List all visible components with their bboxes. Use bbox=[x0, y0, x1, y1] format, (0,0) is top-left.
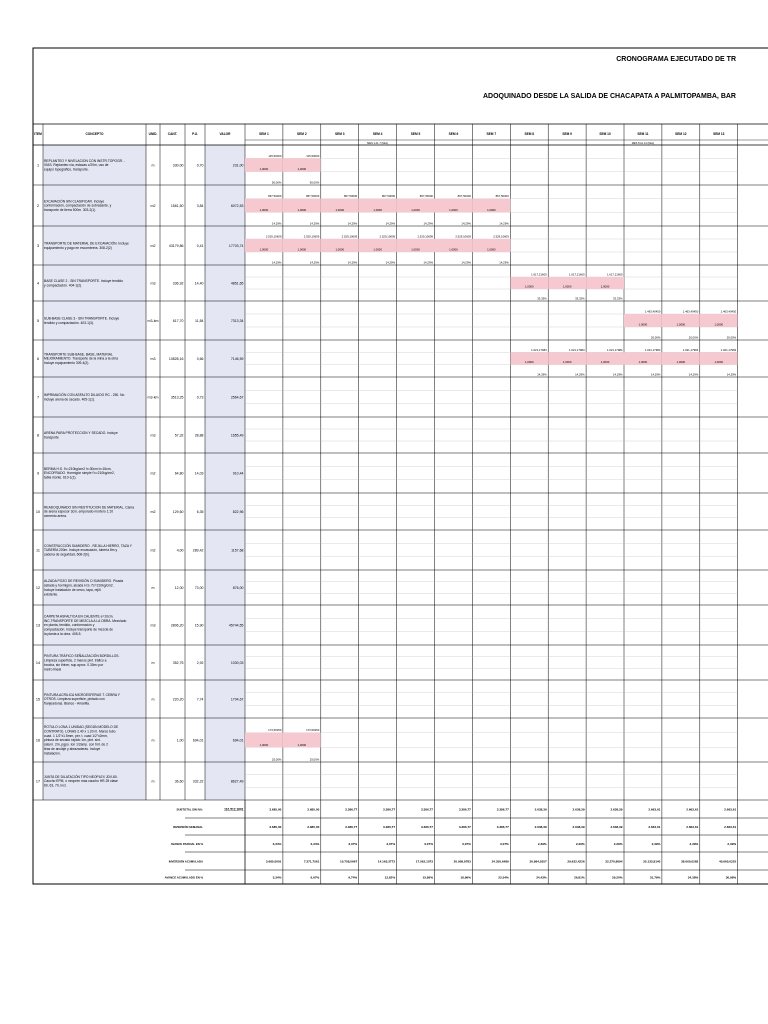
qty-text: 3513,25 bbox=[170, 395, 184, 400]
value-text: 45744,55 bbox=[228, 623, 244, 628]
cell-factor: 1,0000 bbox=[562, 284, 572, 289]
cell-factor: 1,0000 bbox=[297, 247, 307, 252]
value-text: 4851,65 bbox=[230, 281, 244, 286]
summary-value: 3.386,77 bbox=[383, 824, 396, 829]
summary-value: 3,07% bbox=[424, 841, 433, 846]
header-week: SEM 6 bbox=[448, 132, 459, 136]
cell-factor: 1,0000 bbox=[714, 322, 724, 327]
summary-total: 110,512,1601 bbox=[224, 807, 244, 812]
cell-factor: 1,0000 bbox=[259, 167, 269, 172]
cell-percent: 14,29% bbox=[385, 260, 396, 265]
summary-value: 2,39% bbox=[689, 841, 699, 846]
pu-text: 11,84 bbox=[195, 319, 204, 323]
header-item: ITEM bbox=[34, 132, 42, 136]
cell-percent: 14,29% bbox=[423, 221, 433, 226]
concept-text: IMPRIMACIÓN CON ASFALTO DILUIDO RC - 250. No incluye arena de secado. 405-1(1). bbox=[44, 393, 125, 402]
value-text: 694,01 bbox=[232, 738, 244, 743]
pu-text: 14,40 bbox=[194, 281, 204, 286]
cell-factor: 1,0000 bbox=[411, 207, 420, 212]
cell-amount: 1.021,17984 bbox=[682, 347, 699, 352]
cell-amount: 2.529,10609 bbox=[379, 234, 396, 239]
concept-text: SUB-BASE CLASE 3 - SIN TRANSPORTE. Incluye tendido y compactación. 403-1(3). bbox=[44, 316, 120, 325]
pu-text: 0,41 bbox=[196, 244, 204, 248]
summary-label: AVANCE ACUMULADO EN % bbox=[164, 875, 203, 880]
summary-value: 3.386,77 bbox=[420, 824, 433, 829]
summary-value: 12,82% bbox=[384, 875, 396, 880]
cell-factor: 1,0000 bbox=[449, 207, 458, 212]
sheet-subtitle: ADOQUINADO DESDE LA SALIDA DE CHACAPATA A PALMITOPAMBA, BAR bbox=[482, 93, 736, 100]
cell-factor: 1,0000 bbox=[524, 360, 534, 365]
unit-text: m3 bbox=[150, 433, 156, 438]
summary-value: 26,81% bbox=[574, 875, 585, 880]
summary-value: 15,89% bbox=[422, 875, 433, 880]
concept-text: EXCAVACIÓN SIN CLASIFICAR. Incluye conformación, compactación de subrasante, y transporte de tierra 500m. 303-2(1) bbox=[44, 199, 112, 213]
qty-text: 352,75 bbox=[172, 661, 184, 665]
pu-text: 3,84 bbox=[196, 204, 204, 208]
summary-value: 2.663,61 bbox=[686, 824, 699, 829]
cell-percent: 20,00% bbox=[726, 335, 737, 340]
item-number: 10 bbox=[35, 510, 41, 514]
unit-text: m2 bbox=[150, 244, 156, 248]
summary-value: 32.270,8094 bbox=[605, 859, 623, 864]
cell-amount: 1.021,17984 bbox=[569, 347, 585, 352]
summary-value: 2.663,61 bbox=[648, 824, 661, 829]
summary-value: 35.133,8140 bbox=[643, 859, 661, 864]
summary-value: 2.638,39 bbox=[572, 824, 585, 829]
summary-value: 9,74% bbox=[348, 875, 358, 880]
summary-value: 2,39% bbox=[727, 841, 737, 846]
summary-value: 29,20% bbox=[612, 875, 623, 880]
cell-percent: 14,29% bbox=[461, 221, 471, 226]
summary-value: 40.665,0225 bbox=[718, 859, 737, 864]
qty-text: 4,00 bbox=[176, 548, 184, 553]
unit-text: m bbox=[151, 661, 155, 665]
cell-factor: 1,0000 bbox=[259, 207, 269, 212]
qty-text: 330,00 bbox=[172, 163, 184, 168]
cell-percent: 14,29% bbox=[650, 372, 661, 377]
unit-text: m bbox=[151, 586, 155, 590]
cell-factor: 1,0000 bbox=[524, 284, 534, 289]
item-number: 16 bbox=[35, 738, 41, 743]
summary-value: 31,79% bbox=[649, 875, 661, 880]
header-week: SEM 9 bbox=[562, 132, 572, 136]
cell-factor: 1,0000 bbox=[714, 360, 724, 365]
cell-amount: 173,50250 bbox=[268, 728, 282, 733]
pu-text: 2,92 bbox=[196, 661, 204, 665]
cell-percent: 33,33% bbox=[575, 296, 585, 301]
value-text: 7313,34 bbox=[230, 319, 244, 323]
cell-factor: 1,0000 bbox=[449, 247, 458, 252]
pu-text: 0,70 bbox=[196, 163, 204, 168]
cell-amount: 173,50250 bbox=[306, 728, 320, 733]
item-number: 11 bbox=[36, 548, 40, 553]
summary-value: 38.060,0283 bbox=[681, 859, 699, 864]
item-number: 2 bbox=[36, 204, 40, 208]
cell-factor: 1,0000 bbox=[259, 742, 269, 747]
cell-amount: 867,50000 bbox=[419, 194, 433, 199]
cell-percent: 14,29% bbox=[688, 372, 699, 377]
cell-factor: 1,0000 bbox=[373, 247, 382, 252]
cell-amount: 1.463,40450 bbox=[682, 309, 699, 314]
cell-percent: 14,29% bbox=[271, 260, 282, 265]
item-number: 13 bbox=[35, 623, 41, 628]
summary-value: 3.386,77 bbox=[458, 824, 471, 829]
item-number: 1 bbox=[36, 163, 40, 168]
pu-text: 0,73 bbox=[196, 395, 204, 400]
summary-value: 3.386,77 bbox=[420, 807, 433, 812]
summary-value: 36,98% bbox=[725, 875, 737, 880]
cell-percent: 25,00% bbox=[271, 757, 282, 762]
summary-value: 26.984,0357 bbox=[529, 859, 547, 864]
cell-factor: 1,0000 bbox=[373, 207, 382, 212]
item-number: 17 bbox=[35, 779, 41, 784]
concept-text: READOQUINADO SIN RESTITUCION DE MATERIAL. Cama de arena espesor 3cm, emporado mortero 1:10 cemento arena. bbox=[44, 505, 135, 519]
summary-value: 2.638,39 bbox=[534, 824, 547, 829]
unit-text: m2 bbox=[150, 471, 156, 476]
summary-value: 7.371,7561 bbox=[303, 859, 320, 864]
header-week: SEM 5 bbox=[410, 132, 421, 136]
summary-value: 6,67% bbox=[310, 875, 320, 880]
item-number: 7 bbox=[36, 395, 40, 400]
cell-amount: 1.463,40450 bbox=[720, 309, 737, 314]
cell-percent: 14,29% bbox=[726, 372, 737, 377]
unit-text: m2 bbox=[150, 510, 156, 514]
summary-value: 2.638,39 bbox=[610, 824, 623, 829]
summary-value: 2.663,61 bbox=[724, 824, 737, 829]
summary-value: 3,34% bbox=[272, 875, 282, 880]
unit-text: m3 bbox=[150, 281, 156, 286]
cell-percent: 14,29% bbox=[309, 221, 320, 226]
cell-amount: 2.529,10609 bbox=[455, 234, 471, 239]
cell-amount: 1.021,17984 bbox=[720, 347, 737, 352]
value-text: 1704,67 bbox=[230, 697, 244, 702]
summary-value: 3,34% bbox=[272, 841, 282, 846]
cell-percent: 25,00% bbox=[309, 757, 320, 762]
header-week: SEM 1 bbox=[259, 132, 269, 136]
value-text: 7146,59 bbox=[230, 357, 244, 361]
value-text: 910,44 bbox=[232, 471, 244, 476]
summary-label: INVERSIÓN ACUMULADA bbox=[168, 859, 203, 864]
header-week: SEM 8 bbox=[524, 132, 535, 136]
concept-text: CONSTRUCCIÓN SUMIDERO - REJILLA HIERRO, TAZA Y TUBERÍA 200m. Incluye excavación, tubería 8m y cadena de seguridad, 608-2(h). bbox=[44, 543, 132, 557]
cell-amount: 867,50000 bbox=[495, 194, 509, 199]
cell-factor: 1,0000 bbox=[297, 207, 307, 212]
summary-value: 2.638,39 bbox=[572, 807, 585, 812]
cell-factor: 1,0000 bbox=[638, 322, 648, 327]
summary-value: 17.562,1073 bbox=[415, 859, 433, 864]
qty-text: 57,32 bbox=[174, 433, 184, 438]
summary-value: 2,39% bbox=[613, 841, 623, 846]
qty-text: 1561,50 bbox=[170, 204, 184, 208]
summary-value: 14.163,3772 bbox=[377, 859, 396, 864]
cell-factor: 1,0000 bbox=[335, 207, 345, 212]
summary-label: SUBTOTAL SIN IVA: bbox=[176, 807, 203, 812]
cell-percent: 14,29% bbox=[461, 260, 471, 265]
concept-text: REPLANTEO Y NIVELACION CON INSTR.TOPOGR. -VÍAS. Replanteo vía, estacas c/20m, uso de equipo topográfico, transporte. bbox=[44, 158, 125, 172]
cell-amount: 1.021,17984 bbox=[606, 347, 623, 352]
summary-value: 2.663,61 bbox=[648, 807, 661, 812]
cell-amount: 867,50000 bbox=[268, 194, 282, 199]
sheet-title: CRONOGRAMA EJECUTADO DE TR bbox=[616, 56, 736, 63]
concept-text: ALZADA POZO DE REVISIÓN O SUMIDERO. Picada sellada y hormigón, alzada H.S. f'c=210kg/cm2. Incluye instalación de cerco, tapa, rejill. existente. bbox=[44, 579, 124, 597]
qty-text: 2806,20 bbox=[170, 623, 184, 628]
unit-text: m3 bbox=[150, 623, 156, 628]
item-number: 12 bbox=[35, 586, 41, 590]
summary-value: 3,07% bbox=[348, 841, 358, 846]
pu-text: 332,22 bbox=[192, 779, 204, 784]
qty-text: 43179,86 bbox=[168, 244, 184, 248]
pu-text: 289,42 bbox=[192, 548, 204, 553]
qty-text: 336,92 bbox=[172, 281, 184, 286]
pu-text: 7,74 bbox=[196, 697, 204, 702]
summary-value: 2,39% bbox=[575, 841, 585, 846]
header-value: VALOR bbox=[219, 132, 231, 136]
concept-text: PINTURA ACRILICA MICROESFERAS T. CEBRA Y OTROS. Limpieza superficie, pintado con franjeadoras. Blanco - Amarilla. bbox=[44, 692, 120, 706]
qty-text: 220,20 bbox=[172, 697, 184, 702]
cell-percent: 14,29% bbox=[309, 260, 320, 265]
summary-value: 3.386,77 bbox=[345, 807, 358, 812]
qty-text: 12,00 bbox=[174, 586, 184, 590]
unit-text: m2 bbox=[150, 548, 156, 553]
cell-percent: 14,29% bbox=[271, 221, 282, 226]
cell-amount: 1.021,17984 bbox=[644, 347, 661, 352]
cell-factor: 1,0000 bbox=[297, 167, 307, 172]
summary-value: 3.386,77 bbox=[496, 807, 509, 812]
summary-value: 3,07% bbox=[386, 841, 396, 846]
summary-value: 3,34% bbox=[310, 841, 320, 846]
concept-text: ROTULO LONA 1 UNIDAD (SEGÚN MODELO DE CONTRATO). LONAS 2.40 x 1.20 m. Marco tubo cuad. 1 1/2"x1.5mm, per. t. cuad 1/2"x2mm, pintura de secado rápido 1m, pint. sint. saturn. 2m, pgpo. Ion 1/2amp. con tmt. de 2 tiras de anclaje y abrazaderas. Incluye instalación. bbox=[44, 725, 119, 756]
cell-amount: 1.463,40450 bbox=[644, 309, 661, 314]
header-pu: P.U. bbox=[192, 132, 198, 136]
concept-text: BERMA H.S. f'c=210kg/cm2 h=30cm b=15cm, ENCOFRADO. Hormigón simple f'c=210kg/cm2, tabla monte. 610-1(1). bbox=[44, 466, 115, 480]
value-text: 6072,53 bbox=[230, 204, 244, 208]
cell-amount: 867,50000 bbox=[343, 194, 358, 199]
header-week: SEM 10 bbox=[599, 132, 611, 136]
concept-text: ARENA PARA PROTECCION Y SECADO. Incluye transporte bbox=[44, 431, 118, 440]
summary-value: 3.685,00 bbox=[307, 807, 320, 812]
pu-text: 6,35 bbox=[196, 510, 204, 514]
value-text: 876,00 bbox=[232, 586, 244, 590]
cell-percent: 20,00% bbox=[650, 335, 661, 340]
cell-factor: 1,0000 bbox=[259, 247, 269, 252]
cell-percent: 14,29% bbox=[613, 372, 623, 377]
value-text: 2564,67 bbox=[230, 395, 244, 400]
cell-percent: 14,29% bbox=[575, 372, 585, 377]
cell-percent: 14,29% bbox=[347, 221, 358, 226]
summary-value: 3.386,77 bbox=[458, 807, 471, 812]
header-unit: UNID. bbox=[148, 132, 158, 136]
value-text: 231,00 bbox=[232, 163, 244, 168]
summary-value: 2.663,61 bbox=[724, 807, 737, 812]
item-number: 8 bbox=[36, 433, 40, 438]
summary-value: 10.758,5667 bbox=[339, 859, 358, 864]
value-text: 8627,49 bbox=[230, 779, 244, 784]
header-week: SEM 7 bbox=[486, 132, 497, 136]
cell-amount: 1.021,17984 bbox=[531, 347, 547, 352]
cell-amount: 2.529,10609 bbox=[341, 234, 358, 239]
summary-value: 2.638,39 bbox=[534, 807, 547, 812]
concept-text: TRANSPORTE DE MATERIAL DE EXCAVACIÓN. Incluye equipamiento y pago en escombrera. 308-2(2) bbox=[44, 241, 129, 250]
cell-factor: 1,0000 bbox=[487, 207, 496, 212]
summary-value: 3.386,77 bbox=[345, 824, 358, 829]
summary-value: 3.685,00 bbox=[269, 824, 282, 829]
cell-amount: 867,50000 bbox=[381, 194, 396, 199]
header-week: SEM 3 bbox=[334, 132, 345, 136]
pu-text: 28,88 bbox=[194, 433, 204, 438]
cell-factor: 1,0000 bbox=[562, 360, 572, 365]
cell-percent: 14,29% bbox=[385, 221, 396, 226]
summary-value: 20.958,8783 bbox=[453, 859, 471, 864]
cell-amount: 1.617,21600 bbox=[606, 272, 623, 277]
unit-text: m bbox=[151, 163, 155, 168]
value-text: 17703,74 bbox=[228, 244, 244, 248]
header-week: SEM 2 bbox=[297, 132, 307, 136]
cell-amount: 115,50000 bbox=[306, 153, 320, 158]
concept-text: BASE CLASE 2 - SIN TRANSPORTE. Incluye tendido y compactación. 404-1(2). bbox=[44, 279, 124, 288]
summary-value: 2,39% bbox=[537, 841, 547, 846]
summary-value: 3.685,00 bbox=[307, 824, 320, 829]
cell-amount: 867,50000 bbox=[306, 194, 320, 199]
summary-value: 34,38% bbox=[687, 875, 699, 880]
cell-percent: 14,29% bbox=[347, 260, 358, 265]
unit-text: m2 bbox=[150, 204, 156, 208]
unit-text: m3-km bbox=[147, 395, 159, 400]
cell-percent: 14,29% bbox=[537, 372, 547, 377]
header-qty: CANT. bbox=[167, 132, 178, 136]
concept-text: TRANSPORTE SUB-BASE, BASE, MATERIAL MEJORAMIENTO. Transporte de la mina a la obra incluye equipamiento 309-4(2). bbox=[44, 352, 118, 366]
cell-factor: 1,0000 bbox=[638, 360, 648, 365]
pu-text: 73,00 bbox=[194, 586, 204, 590]
summary-label: AVANCE PARCIAL EN % bbox=[170, 841, 203, 846]
cell-factor: 1,0000 bbox=[600, 284, 610, 289]
qty-text: 36,60 bbox=[174, 779, 184, 784]
cell-factor: 1,0000 bbox=[297, 742, 307, 747]
pu-text: 15,90 bbox=[194, 623, 204, 628]
header-week: SEM 13 bbox=[713, 132, 725, 136]
cell-factor: 1,0000 bbox=[676, 360, 686, 365]
summary-value: 3,07% bbox=[500, 841, 509, 846]
cell-amount: 1.617,21600 bbox=[531, 272, 547, 277]
concept-text: JUNTA DE DILATACIÓN TIPO NEOPLEX JDV-80. Caucho EPM, o neopren mas caucho HR-25 clase 60, 63, 70, incl. bbox=[44, 774, 118, 788]
header-week: SEM 11 bbox=[637, 132, 649, 136]
item-number: 14 bbox=[35, 661, 41, 665]
cell-factor: 1,0000 bbox=[411, 247, 420, 252]
summary-value: 24,43% bbox=[536, 875, 547, 880]
summary-value: 3.386,77 bbox=[496, 824, 509, 829]
qty-text: 1,00 bbox=[176, 738, 184, 743]
summary-label: INVERSIÓN SEMANAL bbox=[173, 824, 203, 829]
cell-factor: 1,0000 bbox=[676, 322, 686, 327]
pu-text: 694,01 bbox=[192, 738, 204, 743]
concept-text: PINTURA TRÁFICO SEÑALIZACIÓN BORDILLOS. Limpieza superficie, 2 manos pint. tráfico a brocha, sin thiner, sup.aprox. 0.30m² por metro lineal bbox=[44, 654, 120, 672]
cell-percent: 50,00% bbox=[309, 180, 320, 185]
qty-text: 64,80 bbox=[174, 471, 184, 476]
item-number: 9 bbox=[36, 471, 40, 476]
cell-factor: 1,0000 bbox=[600, 360, 610, 365]
cell-factor: 1,0000 bbox=[487, 247, 496, 252]
unit-text: m bbox=[151, 697, 155, 702]
summary-value: 2,39% bbox=[651, 841, 661, 846]
item-number: 5 bbox=[36, 319, 40, 323]
qty-text: 129,60 bbox=[172, 510, 184, 514]
value-text: 1655,49 bbox=[230, 433, 244, 438]
cell-percent: 33,33% bbox=[537, 296, 547, 301]
item-number: 3 bbox=[36, 244, 40, 248]
month-label: MES 1 AL 7 (Mes) bbox=[367, 142, 389, 145]
unit-text: m3-km bbox=[147, 319, 159, 323]
cell-amount: 2.529,10609 bbox=[493, 234, 509, 239]
header-week: SEM 12 bbox=[675, 132, 687, 136]
summary-value: 3.386,77 bbox=[383, 807, 396, 812]
pu-text: 0,66 bbox=[196, 357, 204, 361]
qty-text: 10828,16 bbox=[168, 357, 184, 361]
cell-amount: 2.529,10609 bbox=[303, 234, 320, 239]
summary-value: 3.685,0001 bbox=[265, 859, 282, 864]
cell-percent: 50,00% bbox=[271, 180, 282, 185]
summary-value: 18,96% bbox=[460, 875, 471, 880]
pu-text: 14,03 bbox=[194, 471, 204, 476]
summary-value: 29.632,4226 bbox=[567, 859, 585, 864]
summary-value: 24.355,6489 bbox=[491, 859, 509, 864]
concept-text: CARPETA ASFALTICA EN CALIENTE e=10cm. INC.TRANSPORTE DE MEZCLA A LA OBRA. Mezclado en planta, tendido, conformación y compactación. Incluye transporte de mezcla de la planta a la obra. 405-5. bbox=[44, 614, 127, 636]
cell-amount: 2.529,10609 bbox=[417, 234, 433, 239]
unit-text: m bbox=[151, 779, 155, 784]
item-number: 15 bbox=[35, 697, 41, 702]
month-label: MES 8 AL 14 (Mes) bbox=[631, 142, 655, 145]
summary-value: 3.685,00 bbox=[269, 807, 282, 812]
value-text: 1030,03 bbox=[230, 661, 244, 665]
summary-value: 3,07% bbox=[462, 841, 471, 846]
unit-text: m3 bbox=[150, 357, 156, 361]
item-number: 4 bbox=[36, 281, 40, 286]
cell-factor: 1,0000 bbox=[335, 247, 345, 252]
cell-amount: 115,50000 bbox=[268, 153, 282, 158]
value-text: 1157,68 bbox=[231, 548, 244, 553]
value-text: 822,96 bbox=[232, 510, 244, 514]
header-concept: CONCEPTO bbox=[85, 132, 104, 136]
cell-percent: 20,00% bbox=[688, 335, 699, 340]
cell-amount: 1.617,21600 bbox=[569, 272, 585, 277]
header-week: SEM 4 bbox=[372, 132, 383, 136]
qty-text: 617,70 bbox=[172, 319, 184, 323]
item-number: 6 bbox=[36, 357, 40, 361]
cell-percent: 14,29% bbox=[499, 221, 509, 226]
cell-amount: 2.529,10609 bbox=[265, 234, 282, 239]
summary-value: 22,04% bbox=[498, 875, 509, 880]
summary-value: 2.663,61 bbox=[686, 807, 699, 812]
cell-percent: 33,33% bbox=[613, 296, 623, 301]
cell-percent: 14,29% bbox=[499, 260, 509, 265]
summary-value: 2.638,39 bbox=[610, 807, 623, 812]
cell-amount: 867,50000 bbox=[457, 194, 471, 199]
cell-percent: 14,29% bbox=[423, 260, 433, 265]
unit-text: m bbox=[151, 738, 155, 743]
